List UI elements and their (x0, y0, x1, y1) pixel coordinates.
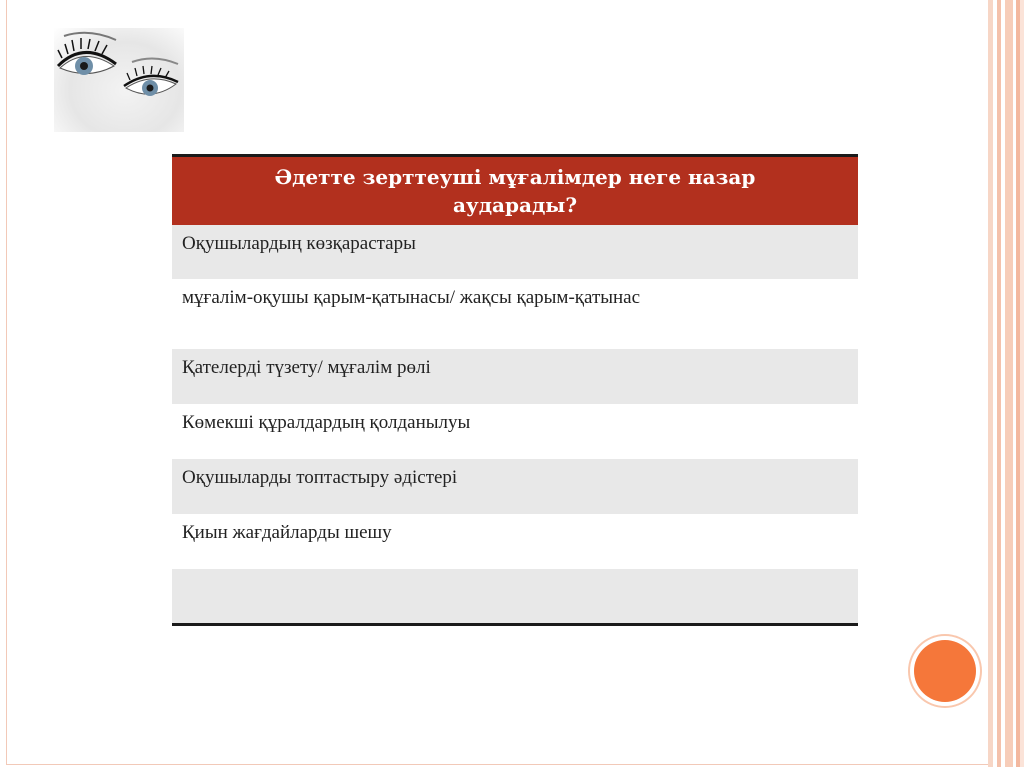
table-row (172, 349, 858, 404)
left-eye-icon (58, 33, 116, 75)
table-cell-empty (172, 569, 858, 624)
table-cell: мұғалім-оқушы қарым-қатынасы/ жақсы қарым-қатынас (182, 287, 641, 308)
table-row (172, 459, 858, 514)
decorative-stripes (988, 0, 1024, 767)
table-row (172, 514, 858, 569)
table-header-row (172, 156, 858, 226)
decorative-circle (914, 640, 976, 702)
table-header: Әдетте зерттеуші мұғалімдер неге назар аударады? (172, 156, 858, 226)
table-row (172, 225, 858, 279)
table-cell: Қиын жағдайларды шешу (182, 522, 392, 543)
table-cell: Қателерді түзету/ мұғалім рөлі (172, 349, 858, 404)
research-focus-table (172, 154, 858, 626)
table-cell: Оқушыларды топтастыру әдістері (172, 459, 858, 514)
right-eye-icon (124, 58, 178, 96)
table-row (172, 279, 858, 349)
eyes-image (54, 28, 184, 132)
table-row (172, 569, 858, 624)
table-cell: Оқушылардың көзқарастары (172, 225, 858, 279)
table-row (172, 404, 858, 459)
table-cell: Көмекші құралдардың қолданылуы (182, 412, 471, 433)
